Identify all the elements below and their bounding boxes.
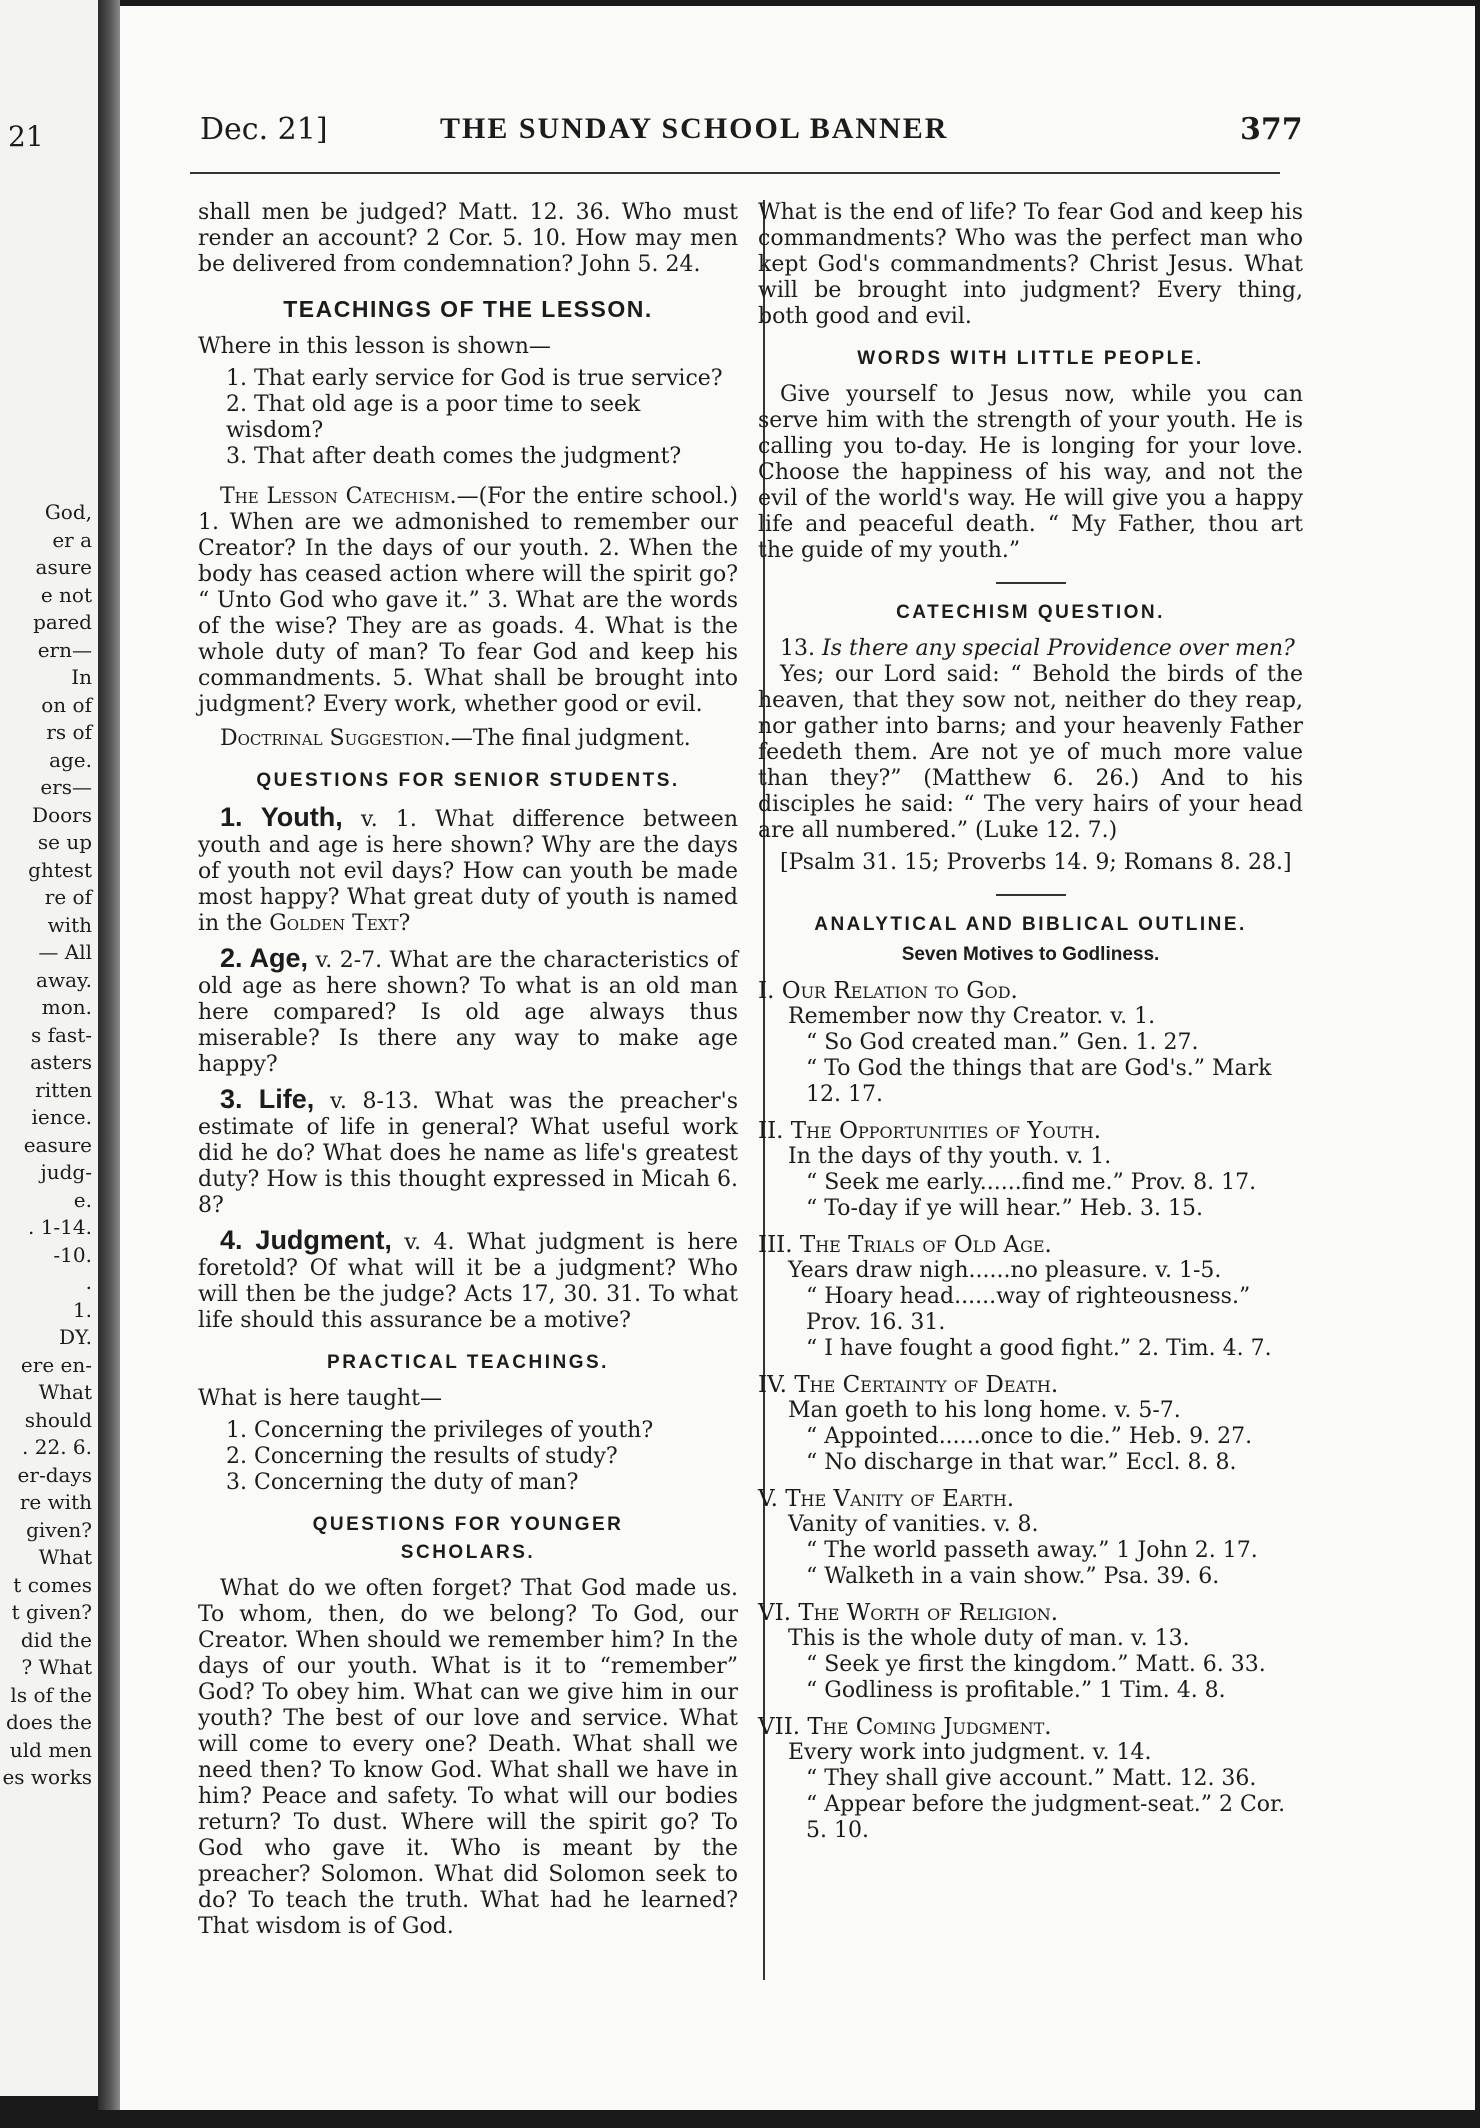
outline-text: Man goeth to his long home. v. 5-7. bbox=[788, 1398, 1181, 1423]
left-page-fragment: easure bbox=[23, 1132, 92, 1157]
outline-text: This is the whole duty of man. v. 13. bbox=[788, 1626, 1190, 1651]
left-page-fragment: What bbox=[38, 1380, 92, 1404]
scripture-references: [Psalm 31. 15; Proverbs 14. 9; Romans 8. 28.] bbox=[780, 850, 1292, 875]
senior-title: QUESTIONS FOR SENIOR STUDENTS. bbox=[256, 770, 680, 791]
younger-title-2: SCHOLARS. bbox=[400, 1542, 536, 1563]
outline-quote: “ The world passeth away.” 1 John 2. 17. bbox=[806, 1538, 1258, 1563]
outline-heading-title: The Opportunities of Youth. bbox=[790, 1118, 1102, 1144]
left-page-fragment: e. bbox=[73, 1187, 92, 1212]
left-page-fragment: age. bbox=[49, 747, 92, 772]
left-page-fragment: t given? bbox=[11, 1600, 92, 1624]
practical-item: 1. Concerning the privileges of youth? bbox=[226, 1418, 654, 1443]
teachings-title: TEACHINGS OF THE LESSON. bbox=[283, 296, 653, 322]
left-page-fragment: re with bbox=[19, 1490, 92, 1514]
doctrinal-text: —The final judgment. bbox=[450, 726, 691, 751]
catechism-answer: Yes; our Lord said: “ Behold the birds of the heaven, that they sow not, neither do they reap, nor gather into barns; and your heavenly Father feedeth them. Are not ye of much more value than they?” (Matthew 6. 26.) And to his disciples he said: “ The very hairs of your head are all numbered.” (Luke 12. 7.) bbox=[758, 662, 1303, 843]
teachings-item: 2. That old age is a poor time to seek wisdom? bbox=[226, 392, 641, 443]
outline-subtitle: Seven Motives to Godliness. bbox=[901, 944, 1160, 965]
outline-text: In the days of thy youth. v. 1. bbox=[788, 1144, 1112, 1169]
catechism-question-text: Is there any special Providence over men? bbox=[822, 636, 1295, 661]
outline-number: II. bbox=[758, 1118, 784, 1144]
left-page-fragment: t comes bbox=[13, 1572, 92, 1597]
lesson-catechism bbox=[198, 484, 738, 718]
senior-question-text: v. 2-7. What are the characteristics of old age as here shown? To what is an old man here compared? Is old age always thus miserable? Is there any way to make age happy? bbox=[198, 948, 738, 1077]
outline-quote: “ To-day if ye will hear.” Heb. 3. 15. bbox=[806, 1196, 1203, 1221]
outline-quote: “ I have fought a good fight.” 2. Tim. 4. 7. bbox=[806, 1336, 1272, 1361]
outline-heading bbox=[758, 1714, 1303, 1740]
senior-question bbox=[198, 1086, 738, 1219]
left-page-fragment: ls of the bbox=[10, 1682, 92, 1707]
left-page-fragment: ghtest bbox=[28, 857, 92, 882]
left-page-fragment: asters bbox=[30, 1050, 92, 1074]
senior-question-head: 2. Age, bbox=[220, 943, 308, 973]
senior-question bbox=[198, 1227, 738, 1334]
left-page-fragment: ? What bbox=[21, 1655, 92, 1679]
left-page-fragment: asure bbox=[35, 555, 92, 579]
left-page-fragment: DY. bbox=[58, 1325, 92, 1349]
left-page-fragment: 1. bbox=[72, 1297, 92, 1322]
header-title: THE SUNDAY SCHOOL BANNER bbox=[440, 112, 949, 145]
outline-number: I. bbox=[758, 978, 775, 1004]
left-page-fragment: What bbox=[38, 1545, 92, 1569]
outline-list bbox=[758, 978, 1303, 1844]
younger-title-1: QUESTIONS FOR YOUNGER bbox=[312, 1514, 624, 1535]
left-page-fragment: mon. bbox=[41, 995, 92, 1019]
right-column bbox=[758, 200, 1303, 1844]
outline-quote: “ So God created man.” Gen. 1. 27. bbox=[806, 1030, 1199, 1055]
outline-text: Remember now thy Creator. v. 1. bbox=[788, 1004, 1156, 1029]
younger-text: What do we often forget? That God made us. To whom, then, do we belong? To God, our Creator. When should we remember him? In the days of our youth. What is it to “remember” God? To obey him. What can we give him in our youth? The best of our love and service. What will come to every one? Death. What shall we need then? To know God. What shall we have in him? Peace and safety. To what will our bodies return? To dust. Where will the spirit go? To God who gave it. Who is meant by the preacher? Solomon. What did Solomon seek to do? To teach the truth. What had he learned? That wisdom is of God. bbox=[198, 1576, 738, 1939]
outline-heading bbox=[758, 1600, 1303, 1626]
left-page-fragment: did the bbox=[20, 1627, 92, 1652]
left-page-fragment: uld men bbox=[9, 1737, 92, 1762]
left-page-fragment: on of bbox=[41, 692, 92, 717]
left-page-fragment: s fast- bbox=[30, 1022, 92, 1047]
outline-heading bbox=[758, 1372, 1303, 1398]
outline-text: Every work into judgment. v. 14. bbox=[788, 1740, 1152, 1765]
teachings-item: 3. That after death comes the judgment? bbox=[226, 444, 682, 469]
left-page-fragment: does the bbox=[5, 1710, 92, 1734]
outline-quote: “ They shall give account.” Matt. 12. 36. bbox=[806, 1766, 1257, 1791]
doctrinal-suggestion bbox=[198, 726, 738, 752]
golden-text-label: Golden Text bbox=[269, 911, 399, 936]
outline-quote: “ To God the things that are God's.” Mark 12. 17. bbox=[806, 1056, 1272, 1107]
senior-question-text: v. 1. What difference between youth and age is here shown? Why are the days of youth not evil days? How can youth be made most happy? What great duty of youth is named in the bbox=[198, 807, 738, 936]
outline-heading-title: The Trials of Old Age. bbox=[799, 1232, 1052, 1258]
outline-quote: “ Appear before the judgment-seat.” 2 Cor. 5. 10. bbox=[806, 1792, 1286, 1843]
outline-heading-title: The Coming Judgment. bbox=[807, 1714, 1052, 1740]
outline-heading-title: Our Relation to God. bbox=[781, 978, 1018, 1004]
left-page-fragment: er-days bbox=[17, 1462, 92, 1487]
outline-text: Vanity of vanities. v. 8. bbox=[788, 1512, 1039, 1537]
outline-number: IV. bbox=[758, 1372, 787, 1398]
teachings-list bbox=[198, 366, 738, 470]
little-people-text: Give yourself to Jesus now, while you can serve him with the strength of your youth. He is calling you to-day. He is longing for your love. Choose the happiness of his way, and not the evil of the world's way. He will give you a happy life and peaceful death. “ My Father, thou art the guide of my youth.” bbox=[758, 382, 1303, 563]
practical-item: 2. Concerning the results of study? bbox=[226, 1444, 618, 1469]
senior-question-head: 1. Youth, bbox=[220, 802, 343, 832]
senior-question bbox=[198, 804, 738, 937]
left-page-fragment: given? bbox=[26, 1517, 92, 1542]
outline-heading-title: The Worth of Religion. bbox=[798, 1600, 1059, 1626]
header-rule bbox=[190, 172, 1280, 174]
left-page-fragment: ritten bbox=[35, 1077, 92, 1102]
header-date: Dec. 21] bbox=[200, 112, 328, 147]
header-page-number: 377 bbox=[1240, 112, 1303, 147]
outline-number: VI. bbox=[758, 1600, 792, 1626]
outline-text: Years draw nigh......no pleasure. v. 1-5. bbox=[788, 1258, 1222, 1283]
left-page-fragment: judg- bbox=[40, 1160, 92, 1184]
left-page-fragment: away. bbox=[36, 967, 92, 992]
left-page-fragment: e not bbox=[40, 582, 92, 607]
outline-quote: “ No discharge in that war.” Eccl. 8. 8. bbox=[806, 1450, 1237, 1475]
doctrinal-label: Doctrinal Suggestion. bbox=[220, 726, 451, 751]
senior-question-head: 4. Judgment, bbox=[220, 1225, 392, 1255]
left-page-fragment: ere en- bbox=[20, 1352, 92, 1377]
senior-question-text: v. 8-13. What was the preacher's estimate of life in general? What useful work did he do? What does he name as life's greatest duty? How is this thought expressed in Micah 6. 8? bbox=[198, 1089, 738, 1218]
catechism-question-title: CATECHISM QUESTION. bbox=[896, 602, 1165, 623]
practical-item: 3. Concerning the duty of man? bbox=[226, 1470, 579, 1495]
outline-quote: “ Appointed......once to die.” Heb. 9. 27. bbox=[806, 1424, 1253, 1449]
outline-number: V. bbox=[758, 1486, 778, 1512]
book-gutter bbox=[98, 0, 120, 2110]
teachings-lead: Where in this lesson is shown— bbox=[198, 334, 551, 359]
left-page-fragment: re of bbox=[44, 885, 92, 909]
outline-heading bbox=[758, 978, 1303, 1004]
outline-heading bbox=[758, 1118, 1303, 1144]
outline-quote: “ Walketh in a vain show.” Psa. 39. 6. bbox=[806, 1564, 1220, 1589]
outline-heading-title: The Vanity of Earth. bbox=[785, 1486, 1015, 1512]
left-page-fragment: . 1-14. bbox=[27, 1215, 92, 1239]
lesson-catechism-label: The Lesson Catechism. bbox=[220, 484, 457, 509]
left-page-fragment: should bbox=[24, 1407, 92, 1432]
senior-question bbox=[198, 945, 738, 1078]
teachings-item: 1. That early service for God is true service? bbox=[226, 366, 723, 391]
left-page-number: 21 bbox=[8, 120, 44, 153]
left-page-fragment: pared bbox=[33, 610, 92, 634]
left-page-fragment: — All bbox=[38, 940, 92, 964]
left-page-fragment: God, bbox=[44, 500, 92, 524]
section-divider bbox=[996, 894, 1066, 896]
left-page-fragment: In bbox=[71, 665, 92, 689]
outline-heading bbox=[758, 1232, 1303, 1258]
little-people-title: WORDS WITH LITTLE PEOPLE. bbox=[857, 348, 1204, 369]
left-column bbox=[198, 200, 738, 1940]
outline-quote: “ Godliness is profitable.” 1 Tim. 4. 8. bbox=[806, 1678, 1226, 1703]
practical-title: PRACTICAL TEACHINGS. bbox=[327, 1352, 609, 1373]
outline-number: III. bbox=[758, 1232, 793, 1258]
outline-number: VII. bbox=[758, 1714, 801, 1740]
catechism-question bbox=[758, 636, 1303, 662]
left-page-fragment: with bbox=[47, 912, 92, 937]
catechism-question-number: 13. bbox=[780, 636, 815, 661]
left-page-fragment: rs of bbox=[46, 720, 92, 744]
left-page-fragment: se up bbox=[37, 830, 92, 854]
outline-heading-title: The Certainty of Death. bbox=[794, 1372, 1059, 1398]
left-page-fragment: es works bbox=[2, 1765, 92, 1789]
left-page-fragment: -10. bbox=[53, 1242, 92, 1267]
section-divider bbox=[996, 582, 1066, 584]
lesson-catechism-text: —(For the entire school.) 1. When are we admonished to remember our Creator? In the days of our youth. 2. When the body has ceased action where will the spirit go? “ Unto God who gave it.” 3. What are the words of the wise? They are as goads. 4. What is the whole duty of man? To fear God and keep his commandments. 5. What shall be brought into judgment? Every work, whether good or evil. bbox=[198, 484, 738, 717]
left-page-fragment: ience. bbox=[31, 1105, 92, 1129]
left-page-fragment: . bbox=[85, 1270, 92, 1294]
left-page-fragment: Doors bbox=[32, 802, 92, 827]
left-page-fragment: ern— bbox=[37, 637, 92, 662]
outline-heading bbox=[758, 1486, 1303, 1512]
senior-question-tail: ? bbox=[398, 911, 411, 936]
outline-quote: “ Seek me early......find me.” Prov. 8. 17. bbox=[806, 1170, 1257, 1195]
senior-question-head: 3. Life, bbox=[220, 1084, 315, 1114]
practical-list bbox=[198, 1418, 738, 1496]
col2-intro: What is the end of life? To fear God and keep his commandments? Who was the perfect man who kept God's commandments? Christ Jesus. What will be brought into judgment? Every thing, both good and evil. bbox=[758, 200, 1303, 329]
left-page-edge bbox=[0, 0, 98, 2096]
left-page-fragment: . 22. 6. bbox=[22, 1435, 92, 1459]
outline-title: ANALYTICAL AND BIBLICAL OUTLINE. bbox=[814, 914, 1247, 935]
outline-quote: “ Seek ye first the kingdom.” Matt. 6. 33. bbox=[806, 1652, 1266, 1677]
left-page-fragment: ers— bbox=[40, 775, 92, 799]
practical-lead: What is here taught— bbox=[198, 1386, 442, 1411]
senior-question-text: v. 4. What judgment is here foretold? Of what will it be a judgment? Who will then be the judge? Acts 17, 30. 31. To what life should this assurance be a motive? bbox=[198, 1230, 738, 1333]
outline-quote: “ Hoary head......way of righteousness.” Prov. 16. 31. bbox=[806, 1284, 1251, 1335]
left-page-fragment: er a bbox=[52, 527, 92, 552]
senior-questions bbox=[198, 804, 738, 1334]
col1-intro: shall men be judged? Matt. 12. 36. Who must render an account? 2 Cor. 5. 10. How may men be delivered from condemnation? John 5. 24. bbox=[198, 200, 738, 277]
